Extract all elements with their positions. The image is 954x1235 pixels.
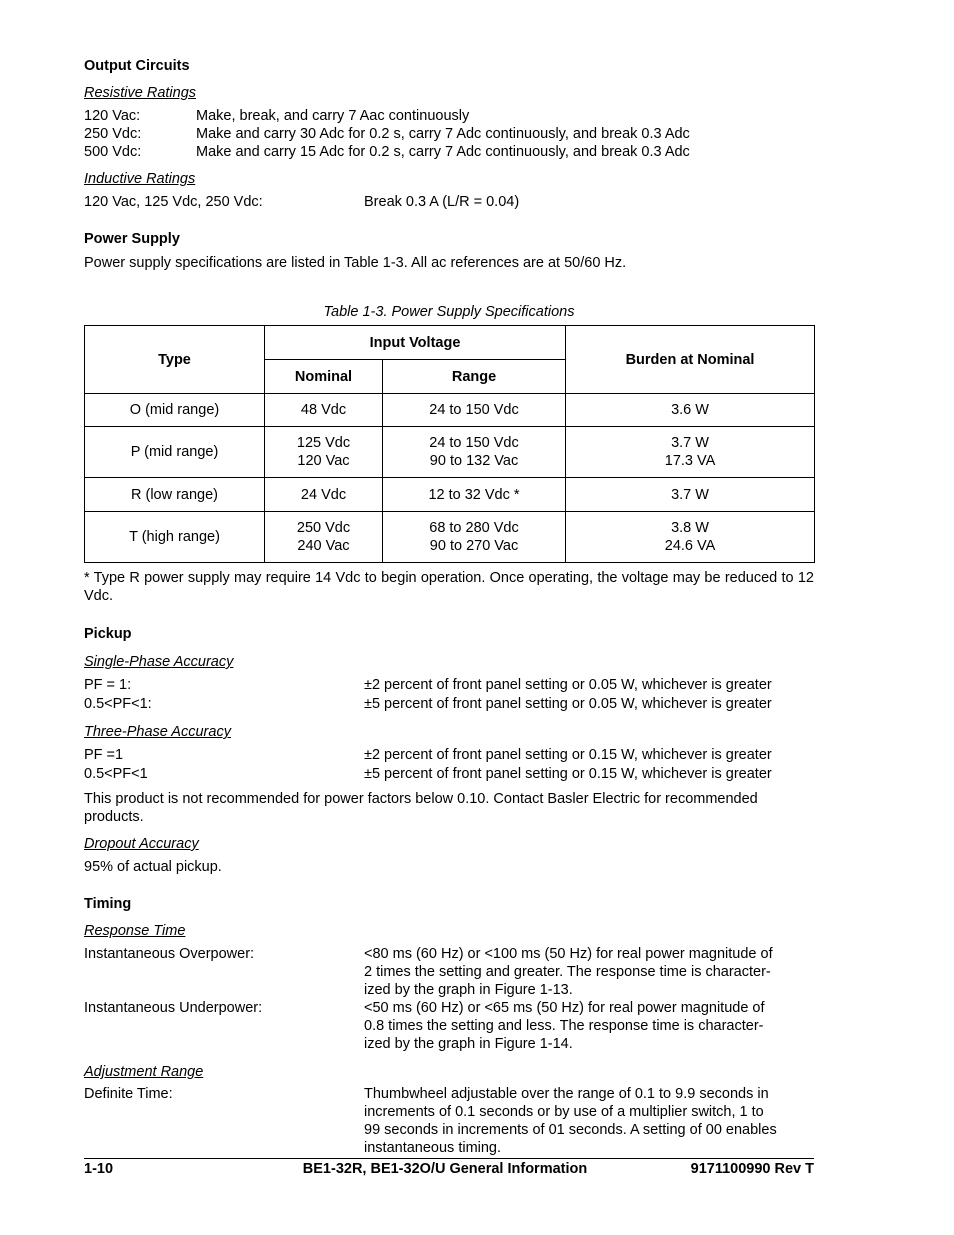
- response-time-title: Response Time: [84, 923, 186, 939]
- definite-time-line: instantaneous timing.: [364, 1140, 502, 1156]
- cell-line: 24 Vdc: [300, 486, 347, 503]
- footer-page-number: 1-10: [84, 1161, 114, 1177]
- three-phase-title: Three-Phase Accuracy: [84, 724, 231, 740]
- inductive-value: Break 0.3 A (L/R = 0.04): [364, 194, 520, 210]
- underpower-line: <50 ms (60 Hz) or <65 ms (50 Hz) for real power magnitude of: [364, 1000, 765, 1016]
- cell-burden: [566, 394, 815, 427]
- resistive-label-3: 500 Vdc:: [84, 144, 142, 160]
- footer-title: BE1-32R, BE1-32O/U General Information: [302, 1161, 588, 1177]
- header-burden: Burden at Nominal: [566, 326, 815, 394]
- underpower-line: 0.8 times the setting and less. The response time is character-: [364, 1018, 764, 1034]
- overpower-line: 2 times the setting and greater. The response time is character-: [364, 964, 771, 980]
- cell-range: [383, 427, 566, 478]
- resistive-ratings-title: Resistive Ratings: [84, 85, 197, 101]
- cell-range: [383, 512, 566, 563]
- resistive-label-2: 250 Vdc:: [84, 126, 142, 142]
- single-value-1: ±2 percent of front panel setting or 0.05 W, whichever is greater: [364, 677, 772, 693]
- inductive-label: 120 Vac, 125 Vdc, 250 Vdc:: [84, 194, 263, 210]
- cell-line: 3.6 W: [671, 402, 709, 418]
- cell-line: 3.7 W: [671, 486, 709, 503]
- cell-line: 17.3 VA: [664, 453, 716, 469]
- overpower-label: Instantaneous Overpower:: [84, 946, 255, 962]
- cell-line: 90 to 270 Vac: [429, 538, 519, 554]
- overpower-line: <80 ms (60 Hz) or <100 ms (50 Hz) for real power magnitude of: [364, 946, 773, 962]
- cell-line: 68 to 280 Vdc: [429, 520, 519, 536]
- single-phase-title: Single-Phase Accuracy: [84, 654, 234, 670]
- cell-nominal: [265, 427, 383, 478]
- single-label-1: PF = 1:: [84, 677, 132, 693]
- cell-line: 3.7 W: [671, 435, 709, 451]
- three-label-1: PF =1: [84, 747, 124, 763]
- power-supply-intro: Power supply specifications are listed in Table 1-3. All ac references are at 50/60 Hz.: [84, 255, 627, 271]
- cell-type: T (high range): [85, 512, 265, 563]
- cell-range: [383, 478, 566, 512]
- three-label-2: 0.5<PF<1: [84, 766, 148, 782]
- footer-doc-number: 9171100990 Rev T: [690, 1161, 814, 1177]
- three-value-2: ±5 percent of front panel setting or 0.15 W, whichever is greater: [364, 766, 772, 782]
- header-range: Range: [383, 360, 566, 394]
- cell-nominal: [265, 512, 383, 563]
- cell-line: 240 Vac: [297, 538, 350, 554]
- power-supply-heading: Power Supply: [84, 231, 180, 247]
- cell-line: 24 to 150 Vdc: [429, 435, 519, 451]
- table-row: [85, 478, 815, 512]
- footer-rule: [84, 1158, 814, 1159]
- header-nominal: Nominal: [265, 360, 383, 394]
- header-type: Type: [85, 326, 265, 394]
- definite-time-line: Thumbwheel adjustable over the range of 0.1 to 9.9 seconds in: [364, 1086, 769, 1102]
- cell-burden: [566, 427, 815, 478]
- header-input-voltage: Input Voltage: [265, 326, 566, 360]
- resistive-value-2: Make and carry 30 Adc for 0.2 s, carry 7 Adc continuously, and break 0.3 Adc: [196, 126, 690, 142]
- table-caption: Table 1-3. Power Supply Specifications: [323, 304, 575, 320]
- timing-heading: Timing: [84, 896, 132, 912]
- table-row: [85, 394, 815, 427]
- resistive-label-1: 120 Vac:: [84, 108, 141, 124]
- pickup-note: This product is not recommended for power factors below 0.10. Contact Basler Electric for recommended products.: [84, 791, 758, 825]
- three-value-1: ±2 percent of front panel setting or 0.15 W, whichever is greater: [364, 747, 772, 763]
- cell-type: R (low range): [85, 478, 265, 512]
- cell-line: 125 Vdc: [296, 435, 351, 451]
- cell-burden: [566, 478, 815, 512]
- power-supply-table: [84, 325, 815, 563]
- cell-line: 250 Vdc: [296, 520, 351, 536]
- cell-type: O (mid range): [85, 394, 265, 427]
- single-label-2: 0.5<PF<1:: [84, 696, 152, 712]
- table-row: [85, 512, 815, 563]
- cell-nominal: [265, 394, 383, 427]
- underpower-label: Instantaneous Underpower:: [84, 1000, 263, 1016]
- table-row: [85, 427, 815, 478]
- output-circuits-heading: Output Circuits: [84, 58, 190, 74]
- cell-nominal: [265, 478, 383, 512]
- cell-range: [383, 394, 566, 427]
- adjustment-range-title: Adjustment Range: [84, 1064, 204, 1080]
- underpower-line: ized by the graph in Figure 1-14.: [364, 1036, 573, 1052]
- overpower-line: ized by the graph in Figure 1-13.: [364, 982, 573, 998]
- cell-line: 48 Vdc: [300, 402, 347, 418]
- cell-line: 12 to 32 Vdc *: [428, 486, 520, 503]
- cell-line: 24 to 150 Vdc: [429, 402, 519, 418]
- definite-time-line: increments of 0.1 seconds or by use of a multiplier switch, 1 to: [364, 1104, 764, 1120]
- cell-line: 24.6 VA: [664, 538, 716, 554]
- cell-burden: [566, 512, 815, 563]
- pickup-heading: Pickup: [84, 626, 132, 642]
- cell-line: 120 Vac: [297, 453, 350, 469]
- resistive-value-3: Make and carry 15 Adc for 0.2 s, carry 7 Adc continuously, and break 0.3 Adc: [196, 144, 690, 160]
- dropout-title: Dropout Accuracy: [84, 836, 199, 852]
- cell-type: P (mid range): [85, 427, 265, 478]
- table-footnote: * Type R power supply may require 14 Vdc to begin operation. Once operating, the voltage may be reduced to 12 Vdc.: [84, 570, 814, 604]
- cell-line: 90 to 132 Vac: [429, 453, 519, 469]
- definite-time-label: Definite Time:: [84, 1086, 173, 1102]
- dropout-value: 95% of actual pickup.: [84, 859, 222, 875]
- inductive-ratings-title: Inductive Ratings: [84, 171, 196, 187]
- resistive-value-1: Make, break, and carry 7 Aac continuously: [196, 108, 470, 124]
- cell-line: 3.8 W: [671, 520, 709, 536]
- single-value-2: ±5 percent of front panel setting or 0.05 W, whichever is greater: [364, 696, 772, 712]
- definite-time-line: 99 seconds in increments of 01 seconds. A setting of 00 enables: [364, 1122, 777, 1138]
